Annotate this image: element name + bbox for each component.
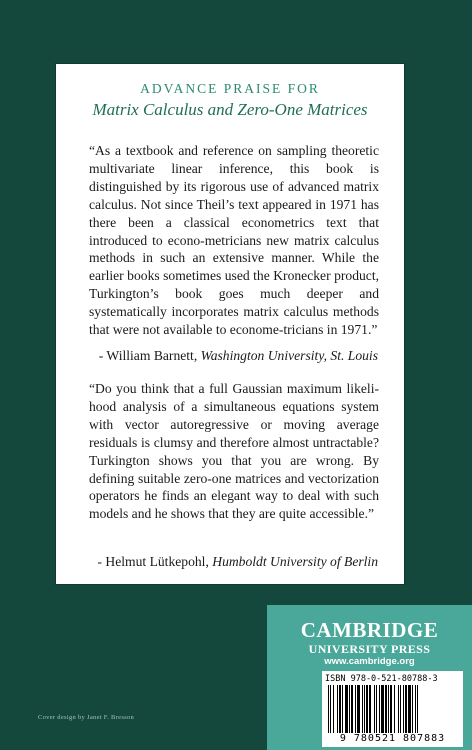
barcode-bar <box>362 685 363 733</box>
attribution-lutkepohl <box>56 554 378 570</box>
author-name: - Helmut Lütkepohl, <box>97 554 213 569</box>
barcode-bar <box>357 685 360 733</box>
barcode-bar <box>415 685 416 733</box>
barcode-bar <box>333 685 334 733</box>
barcode-bar <box>342 685 343 733</box>
book-title: Matrix Calculus and Zero-One Matrices <box>92 100 368 119</box>
barcode-bar <box>405 685 407 733</box>
barcode-bar <box>364 685 365 733</box>
publisher-url: www.cambridge.org <box>324 656 415 667</box>
barcode-bar <box>394 685 395 733</box>
barcode-bar <box>376 685 377 733</box>
barcode-bar <box>417 685 418 733</box>
praise-panel <box>55 63 405 585</box>
publisher-subname: UNIVERSITY PRESS <box>308 642 431 656</box>
attribution-barnett <box>56 348 378 364</box>
barcode-bars <box>328 685 457 733</box>
barcode-bar <box>351 685 353 733</box>
barcode-bar <box>345 685 348 733</box>
publisher-name: CAMBRIDGE <box>300 618 439 642</box>
isbn: ISBN 978-0-521-80788-3 <box>325 674 438 684</box>
barcode-bar <box>349 685 350 733</box>
barcode-bar <box>328 685 329 733</box>
barcode-bar <box>385 685 387 733</box>
barcode <box>322 671 463 747</box>
barcode-bar <box>374 685 375 733</box>
barcode-bar <box>412 685 413 733</box>
barcode-bar <box>403 685 404 733</box>
barcode-bar <box>379 685 380 733</box>
publisher-block <box>267 605 472 750</box>
author-affiliation: Humboldt University of Berlin <box>212 554 378 569</box>
barcode-bar <box>388 685 389 733</box>
praise-heading: ADVANCE PRAISE FOR <box>140 81 320 96</box>
barcode-bar <box>355 685 356 733</box>
barcode-bar <box>390 685 392 733</box>
barcode-bar <box>337 685 338 733</box>
quote-barnett: “As a textbook and reference on sampling theoretic multivariate linear inference, this book is distinguished by its rigorous use of advanced matrix calculus. Not since Theil’s text appeared in 1971 has there been a classical econometrics text that introduced to econo-metricians new matrix calculus methods in such an extensive manner. While the earlier books sometimes used the Kronecker product, Turkington’s book goes much deeper and systematically incorporates matrix calculus methods that were not available to econome-tricians in 1971.” <box>89 143 379 338</box>
barcode-bar <box>330 685 331 733</box>
barcode-bar <box>398 685 399 733</box>
quote-lutkepohl: “Do you think that a full Gaussian maximum likeli-hood analysis of a simultaneous equations system with vector autoregressive or moving average residuals is clumsy and therefore almost untractable? Turkington shows you that you are wrong. By defining suitable zero-one matrices and vectorization operators he finds an elegant way to deal with such models and he shows that they are quite accessible.” <box>89 381 379 522</box>
barcode-bar <box>366 685 368 733</box>
author-affiliation: Washington University, St. Louis <box>200 348 378 363</box>
barcode-bar <box>381 685 384 733</box>
barcode-bar <box>369 685 371 733</box>
barcode-bar <box>339 685 341 733</box>
barcode-bar <box>400 685 401 733</box>
cover-credit: Cover design by Janet F. Bresson <box>38 714 135 721</box>
barcode-bar <box>408 685 411 733</box>
barcode-digits: 9 780521 807883 <box>339 733 446 744</box>
author-name: - William Barnett, <box>98 348 201 363</box>
